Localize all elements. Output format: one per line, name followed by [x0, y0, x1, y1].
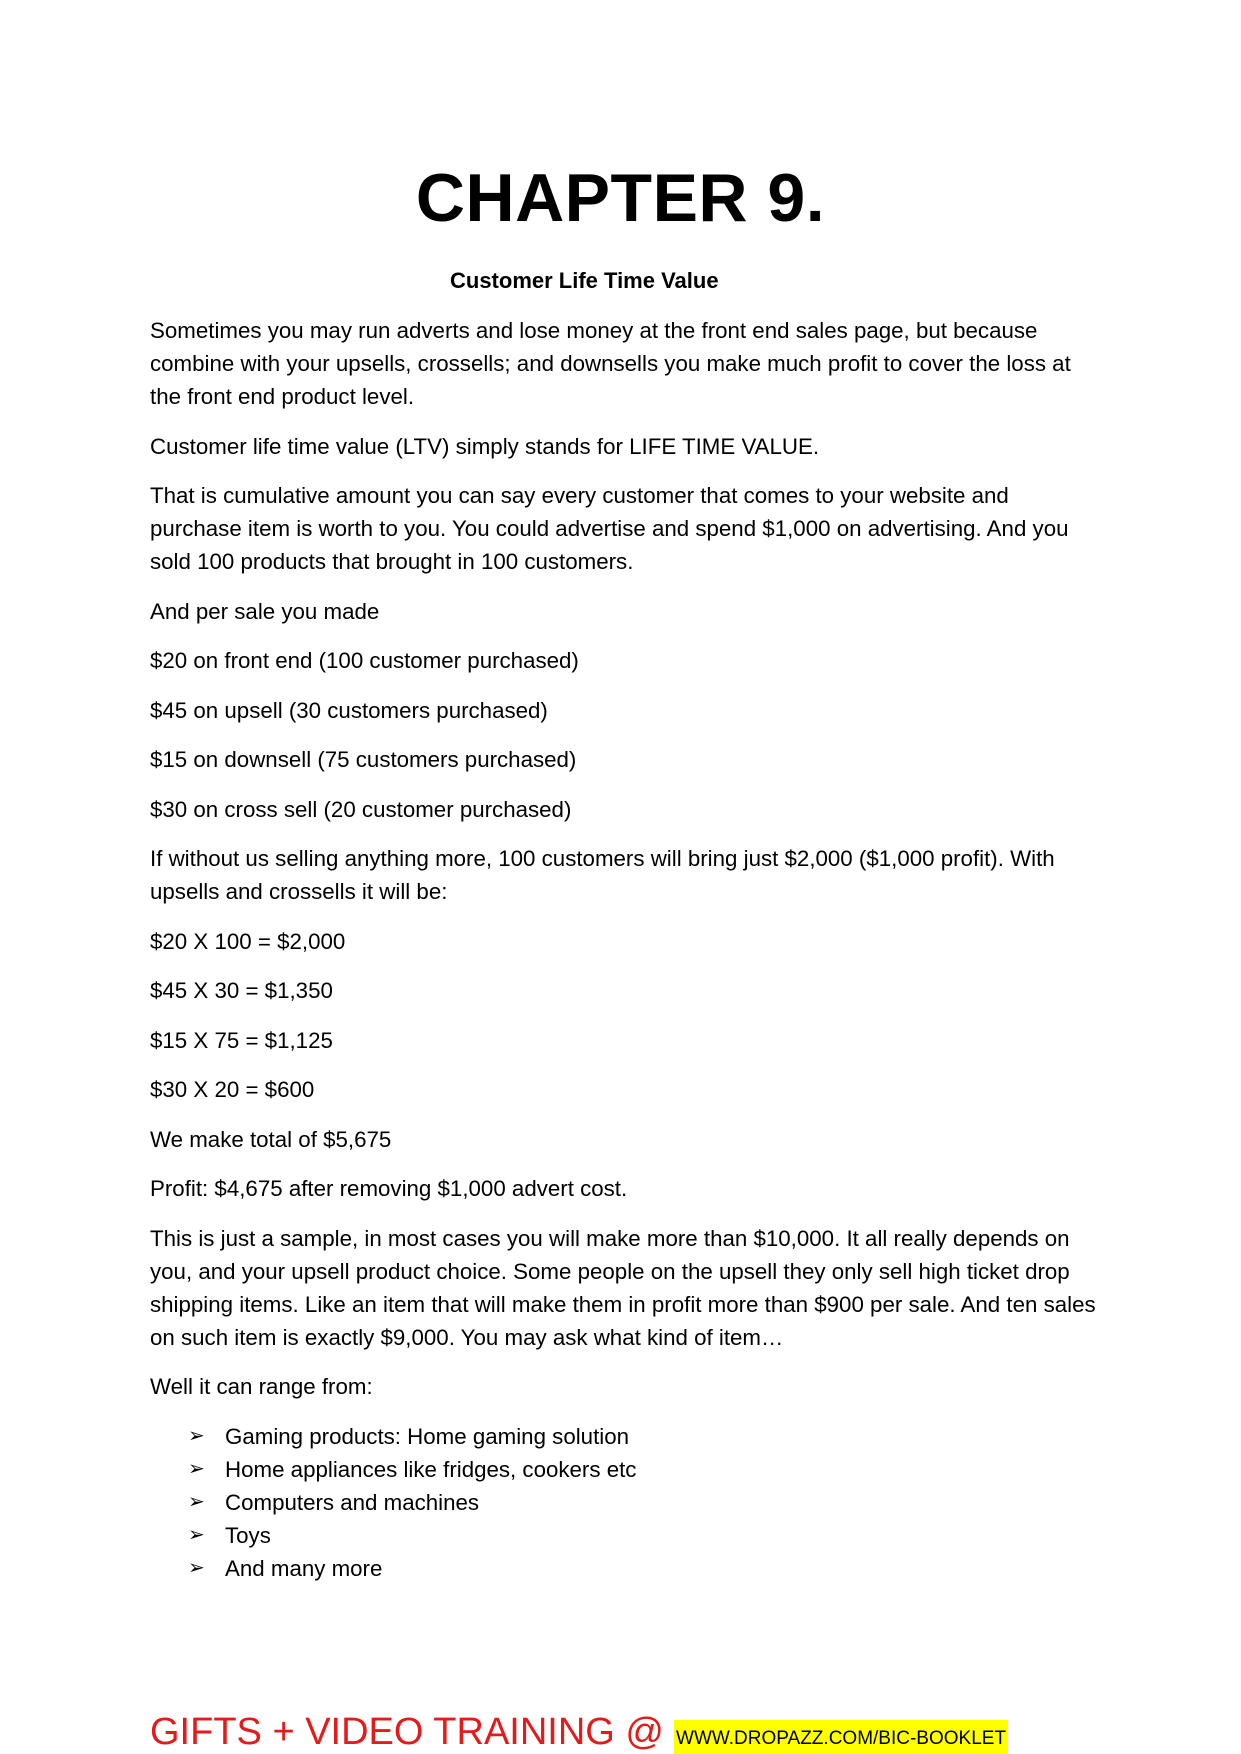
paragraph: Sometimes you may run adverts and lose money at the front end sales page, but because combine with your upsells, crossells; and downsells you make much profit to cover the loss at the front end product level.	[150, 318, 1071, 409]
footer-banner	[150, 1704, 1008, 1754]
paragraph: And per sale you made	[150, 598, 380, 624]
list-item-text: Computers and machines	[225, 1489, 480, 1515]
list-item	[188, 1420, 1100, 1453]
paragraph: $45 X 30 = $1,350	[150, 978, 333, 1003]
list-item	[188, 1519, 1100, 1552]
arrow-bullet-icon: ➢	[188, 1490, 205, 1513]
footer-text: GIFTS + VIDEO TRAINING @	[150, 1711, 665, 1753]
paragraph: Well it can range from:	[150, 1374, 373, 1399]
chapter-subtitle: Customer Life Time Value	[450, 268, 719, 293]
paragraph: $15 X 75 = $1,125	[150, 1027, 333, 1053]
paragraph: This is just a sample, in most cases you will make more than $10,000. It all really depends on you, and your upsell product choice. Some people on the upsell they only sell high ticket drop shipping items. Like an item that will make them in profit more than $900 per sale. And ten sales on such item is exactly $9,000. You may ask what kind of item…	[150, 1225, 1096, 1350]
paragraph: Customer life time value (LTV) simply stands for LIFE TIME VALUE.	[150, 433, 820, 459]
bullet-list	[150, 1420, 1100, 1585]
paragraph: $45 on upsell (30 customers purchased)	[150, 697, 548, 723]
paragraph: $30 X 20 = $600	[150, 1077, 315, 1102]
list-item	[188, 1552, 1100, 1585]
list-item-text: Toys	[225, 1522, 271, 1548]
paragraph: That is cumulative amount you can say every customer that comes to your website and purchase item is worth to you. You could advertise and spend $1,000 on advertising. And you sold 100 products that brought in 100 customers.	[150, 483, 1069, 574]
paragraph: If without us selling anything more, 100 customers will bring just $2,000 ($1,000 profit). With upsells and crossells it will be:	[150, 846, 1055, 904]
arrow-bullet-icon: ➢	[188, 1457, 205, 1480]
chapter-title: CHAPTER 9.	[415, 160, 826, 236]
list-item-text: Home appliances like fridges, cookers etc	[225, 1456, 637, 1482]
list-item	[188, 1486, 1100, 1519]
paragraph: Profit: $4,675 after removing $1,000 advert cost.	[150, 1176, 628, 1201]
paragraph: $30 on cross sell (20 customer purchased)	[150, 796, 572, 822]
paragraph: We make total of $5,675	[150, 1126, 392, 1152]
arrow-bullet-icon: ➢	[188, 1424, 205, 1447]
list-item-text: Gaming products: Home gaming solution	[225, 1423, 630, 1449]
paragraph: $20 on front end (100 customer purchased)	[150, 648, 579, 673]
footer-link[interactable]: WWW.DROPAZZ.COM/BIC-BOOKLET	[674, 1720, 1008, 1754]
list-item-text: And many more	[225, 1555, 383, 1581]
arrow-bullet-icon: ➢	[188, 1556, 205, 1579]
body-text	[150, 314, 1100, 1585]
paragraph: $15 on downsell (75 customers purchased)	[150, 747, 577, 772]
list-item	[188, 1453, 1100, 1486]
paragraph: $20 X 100 = $2,000	[150, 928, 346, 954]
arrow-bullet-icon: ➢	[188, 1523, 205, 1546]
